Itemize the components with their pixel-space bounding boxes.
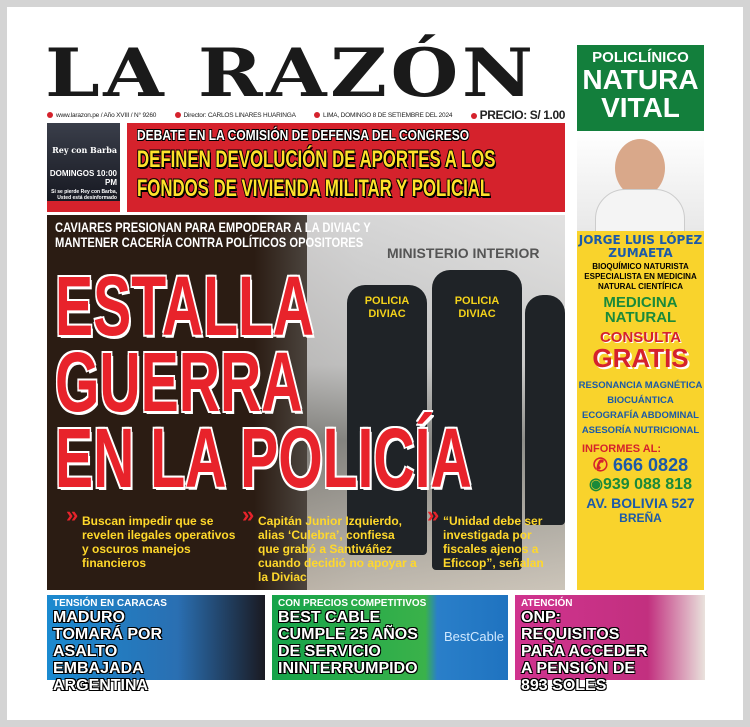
vest-label: POLICIA DIVIAC xyxy=(454,295,500,320)
bottom-story-onp[interactable] xyxy=(515,595,705,694)
top-story-headline: DEFINEN DEVOLUCIÓN DE APORTES A LOS FONDOS DE VIVIENDA MILITAR Y POLICIAL xyxy=(137,146,496,202)
promo-footer xyxy=(47,201,120,212)
ad-district: BREÑA xyxy=(619,511,662,525)
bottom-headline: MADURO TOMARÁ POR ASALTO EMBAJADA ARGENTINA xyxy=(53,609,163,694)
ad-service: RESONANCIA MAGNÉTICA xyxy=(578,380,703,391)
ad-service: ECOGRAFÍA ABDOMINAL xyxy=(582,410,699,421)
bottom-story-bestcable[interactable] xyxy=(272,595,508,680)
bottom-kicker: ATENCIÓN xyxy=(521,598,573,609)
ad-service: ASESORÍA NUTRICIONAL xyxy=(581,425,700,436)
bottom-kicker: TENSIÓN EN CARACAS xyxy=(53,598,167,609)
promo-schedule: DOMINGOS 10:00 PM xyxy=(49,169,117,187)
ad-specialty: MEDICINA NATURAL xyxy=(603,294,678,326)
vest-label: POLICIA DIVIAC xyxy=(364,295,410,320)
main-headline[interactable] xyxy=(55,259,472,505)
bullet-item: » Capitán Junior Izquierdo, alias ‘Culebra’, confiesa que grabó a Santiváñez cuando decidió no apoyar a la Diviac xyxy=(258,514,418,584)
clinic-ad[interactable] xyxy=(577,45,704,590)
ad-title: BIOQUÍMICO NATURISTA ESPECIALISTA EN MEDICINA NATURAL CIENTÍFICA xyxy=(584,262,697,291)
ad-header xyxy=(577,45,704,131)
ad-offer2: GRATIS xyxy=(592,343,689,373)
ad-services xyxy=(577,378,704,438)
bottom-kicker: CON PRECIOS COMPETITIVOS xyxy=(278,598,427,609)
masthead-info xyxy=(47,108,565,122)
ad-clinic-line2: NATURA VITAL xyxy=(582,64,699,123)
whatsapp-icon: ◉ xyxy=(589,476,603,493)
bottom-headline: BEST CABLE CUMPLE 25 AÑOS DE SERVICIO ININTERRUMPIDO xyxy=(278,609,418,677)
bullet-item: » “Unidad debe ser investigada por fiscales ajenos a Eficcop”, señalan xyxy=(443,514,558,570)
top-story[interactable] xyxy=(127,123,565,212)
main-story-kicker: CAVIARES PRESIONAN PARA EMPODERAR A LA DIVIAC Y MANTENER CACERÍA CONTRA POLÍTICOS OPOSITORES xyxy=(55,219,371,250)
bestcable-logo: BestCable xyxy=(444,629,504,644)
phone-icon: ✆ xyxy=(592,455,608,475)
promo-title: Rey con Barba xyxy=(52,145,117,155)
date: LIMA, DOMINGO 8 DE SETIEMBRE DEL 2024 xyxy=(314,112,452,119)
headline-line: ESTALLA xyxy=(55,259,315,353)
ad-phone-number: 666 0828 xyxy=(613,455,689,475)
ad-phone xyxy=(577,455,704,475)
website: www.larazon.pe / Año XVIII / N° 9260 xyxy=(47,112,156,119)
bottom-story-maduro[interactable] xyxy=(47,595,265,694)
ad-clinic-line1: POLICLÍNICO xyxy=(592,49,689,66)
officer-figure xyxy=(525,295,565,525)
masthead-logo: LA RAZÓN xyxy=(45,34,537,112)
headline-line: EN LA POLICÍA xyxy=(55,411,472,505)
ad-service: BIOCUÁNTICA xyxy=(607,395,674,406)
director: Director: CARLOS LINARES HUARINGA xyxy=(175,112,296,119)
ad-informes: INFORMES AL: xyxy=(582,443,662,455)
doctor-photo xyxy=(577,131,704,231)
ad-whatsapp xyxy=(577,475,704,495)
ad-offer1: CONSULTA xyxy=(599,329,682,346)
doctor-coat xyxy=(595,189,685,231)
tv-promo[interactable] xyxy=(47,123,120,212)
bottom-headline: ONP: REQUISITOS PARA ACCEDER A PENSIÓN DE 893 SOLES xyxy=(521,609,648,694)
ad-address: AV. BOLIVIA 527 xyxy=(586,495,695,511)
ad-whatsapp-number: 939 088 818 xyxy=(602,476,692,493)
bullet-item: » Buscan impedir que se revelen ilegales operativos y oscuros manejos financieros xyxy=(82,514,242,570)
headline-line: GUERRA xyxy=(55,335,303,429)
top-story-kicker: DEBATE EN LA COMISIÓN DE DEFENSA DEL CONGRESO xyxy=(137,127,470,144)
ad-doctor: JORGE LUIS LÓPEZ ZUMAETA xyxy=(578,233,703,260)
price: PRECIO: S/ 1.00 xyxy=(471,108,565,122)
promo-tagline: Si se pierde Rey con Barba, Usted está desinformado xyxy=(51,189,117,201)
photo-sign: MINISTERIO INTERIOR xyxy=(387,245,540,261)
